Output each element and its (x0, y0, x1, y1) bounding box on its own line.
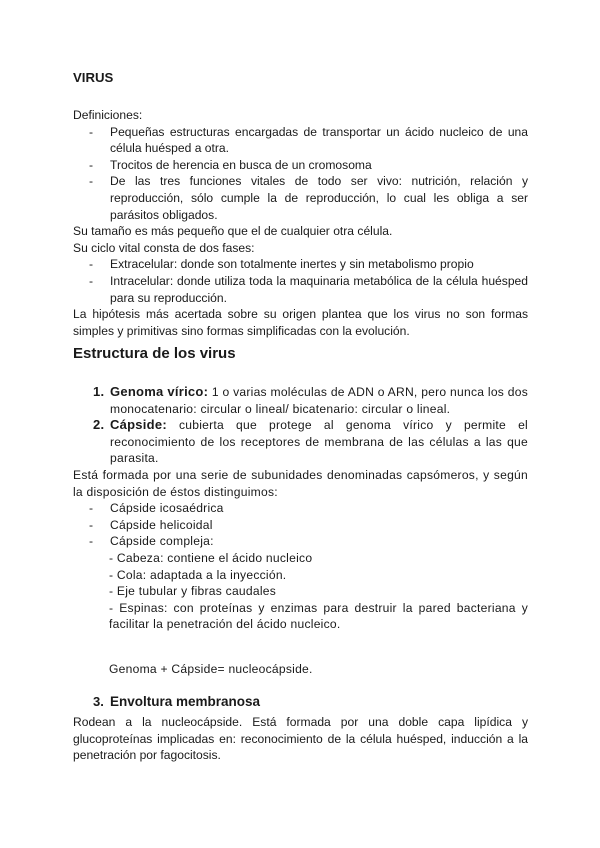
item-number: 2. (93, 417, 105, 433)
definitions-section (73, 107, 528, 339)
list-item: - Pequeñas estructuras encargadas de transportar un ácido nucleico de una célula huésped a otra. (73, 124, 528, 157)
formula-text: Genoma + Cápside= nucleocápside. (109, 662, 313, 676)
list-item: - Intracelular: donde utiliza toda la maquinaria metabólica de la célula huésped para su reproducción. (73, 273, 528, 306)
list-item: - Extracelular: donde son totalmente inertes y sin metabolismo propio (73, 256, 528, 273)
list-item: - Cápside compleja: (73, 533, 528, 550)
item-term: Cápside: (110, 417, 167, 433)
envelope-heading: Envoltura membranosa (110, 694, 261, 709)
item-text: 1 o varias moléculas de ADN o ARN, pero nunca los dos monocatenario: circular o lineal/ bicatenario: circular o lineal. (110, 385, 528, 416)
list-item: - De las tres funciones vitales de todo ser vivo: nutrición, relación y reproducción, sólo cumple la de reproducción, lo cual les obliga a ser parásitos obligados. (73, 173, 528, 223)
capsid-types-list (73, 500, 528, 550)
page-title: VIRUS (73, 70, 114, 85)
item-term: Genoma vírico: (110, 384, 209, 399)
definitions-label: Definiciones: (73, 108, 143, 122)
item-text: cubierta que protege al genoma vírico y permite el reconocimiento de los receptores de membrana de las células a las que parasita. (110, 418, 528, 466)
list-item: - Cápside helicoidal (73, 517, 528, 534)
envelope-text: Rodean a la nucleocápside. Está formada por una doble capa lipídica y glucoproteínas implicadas en: reconocimiento de la célula huésped, inducción a la penetración por fagocitosis. (73, 715, 528, 763)
structure-heading: Estructura de los virus (73, 345, 236, 362)
list-item: - Trocitos de herencia en busca de un cromosoma (73, 157, 528, 174)
hypothesis-text: La hipótesis más acertada sobre su origen plantea que los virus no son formas simples y primitivas sino formas simplificadas con la evolución. (73, 307, 528, 338)
structure-list (73, 384, 528, 467)
list-item (73, 384, 528, 417)
structure-section (73, 384, 528, 633)
list-item (73, 417, 528, 467)
envelope-list (73, 694, 528, 711)
complex-parts (73, 550, 528, 633)
item-number: 3. (93, 694, 104, 709)
list-item (73, 694, 528, 711)
item-number: 1. (93, 384, 105, 399)
complex-part: - Cabeza: contiene el ácido nucleico (109, 550, 313, 565)
list-item: - Cápside icosaédrica (73, 500, 528, 517)
complex-part: - Espinas: con proteínas y enzimas para destruir la pared bacteriana y facilitar la penetración del ácido nucleico. (109, 600, 528, 632)
cycle-label: Su ciclo vital consta de dos fases: (73, 240, 255, 255)
definitions-list (73, 124, 528, 224)
complex-part: - Eje tubular y fibras caudales (109, 584, 277, 599)
size-text: Su tamaño es más pequeño que el de cualquier otra célula. (73, 224, 393, 239)
cycle-list (73, 256, 528, 306)
capsomere-text: Está formada por una serie de subunidades denominadas capsómeros, y según la disposición de éstos distinguimos: (73, 467, 528, 499)
complex-part: - Cola: adaptada a la inyección. (109, 567, 287, 582)
